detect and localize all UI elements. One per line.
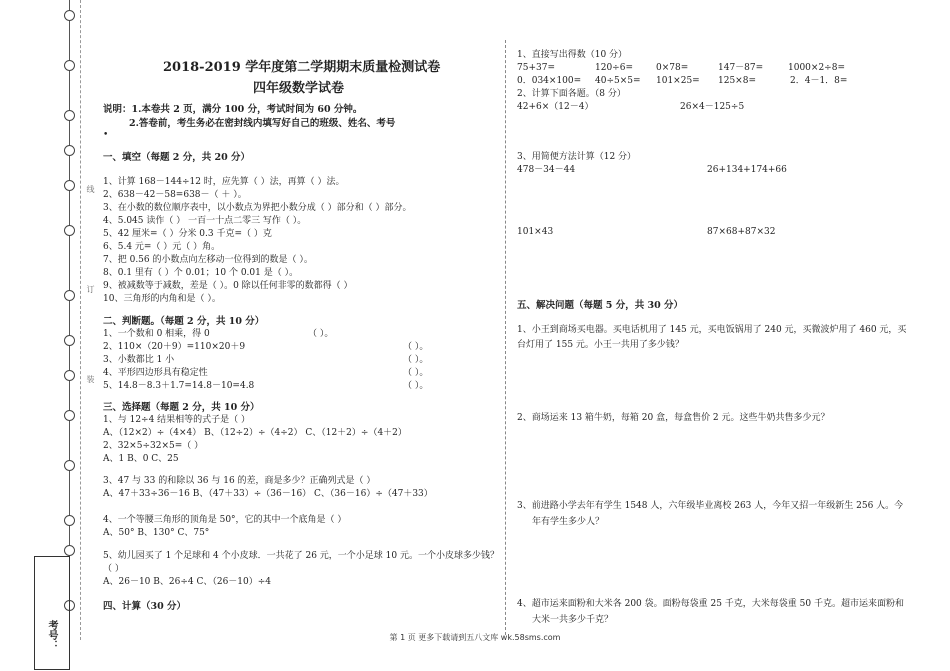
judge-answer-bracket[interactable]: （ ）。 — [403, 342, 429, 352]
binding-hole — [64, 110, 75, 121]
page-footer: 第 1 页 更多下载请到五八文库 wk.58sms.com — [389, 633, 561, 642]
word-problem: 3、前进路小学去年有学生 1548 人，六年级毕业离校 263 人，今年又招一年级新生 256 人。今 — [517, 501, 904, 511]
fill-question: 4、5.045 读作（ ） 一百一十点二零三 写作（ ）。 — [103, 216, 307, 226]
oral-calc: 101×25= — [656, 76, 700, 86]
exam-number-label: 考号： — [46, 620, 57, 650]
binding-hole — [64, 145, 75, 156]
binding-line — [69, 0, 70, 640]
word-problem: 1、小王到商场买电器。买电话机用了 145 元，买电饭锅用了 240 元，买微波炉用了 460 元，买 — [517, 325, 907, 335]
oral-calc: 125×8= — [718, 76, 756, 86]
fill-question: 9、被减数等于减数，差是（ ）。0 除以任何非零的数都得（ ） — [103, 281, 353, 291]
word-problem: 年有学生多少人？ — [532, 517, 605, 527]
choice-answer-bracket[interactable]: （ ） — [103, 564, 124, 574]
exam-subtitle: 四年级数学试卷 — [253, 81, 345, 96]
binding-hole — [64, 180, 75, 191]
section-fill-title: 一、填空（每题 2 分，共 20 分） — [103, 152, 251, 163]
judge-question: 3、小数都比 1 小 — [103, 355, 175, 365]
judge-question: 2、110×（20＋9）=110×20＋9 — [103, 342, 246, 352]
fill-question: 8、0.1 里有（ ）个 0.01；10 个 0.01 是（ ）。 — [103, 268, 299, 278]
oral-calc: 75+37= — [517, 63, 555, 73]
choice-question: 2、32×5÷32×5=（ ） — [103, 441, 204, 451]
calc-problem: 26×4－125÷5 — [680, 102, 745, 112]
judge-question: 1、一个数和 0 相乘，得 0 — [103, 329, 210, 339]
choice-question: 5、幼儿园买了 1 个足球和 4 个小皮球．一共花了 26 元，一个小足球 10 元。一个小皮球多少钱？ — [103, 551, 499, 561]
calc-part-title: 2、计算下面各题。（8 分） — [517, 89, 626, 99]
calc-problem: 478－34－44 — [517, 165, 576, 175]
binding-hole — [64, 545, 75, 556]
oral-calc: 0×78= — [656, 63, 689, 73]
calc-problem: 42+6×（12－4） — [517, 102, 594, 112]
word-problem: 台灯用了 155 元。小王一共用了多少钱？ — [517, 340, 684, 350]
word-problem: 2、商场运来 13 箱牛奶，每箱 20 盒，每盒售价 2 元。这些牛奶共售多少元？ — [517, 413, 830, 423]
binding-hole — [64, 460, 75, 471]
section-judge-title: 二、判断题。（每题 2 分，共 10 分） — [103, 316, 265, 327]
oral-calc: 1000×2÷8= — [788, 63, 845, 73]
section-choice-title: 三、选择题（每题 2 分，共 10 分） — [103, 402, 260, 413]
fill-question: 10、三角形的内角和是（ ）。 — [103, 294, 221, 304]
seal-mark: 装 — [86, 375, 95, 383]
binding-hole — [64, 410, 75, 421]
seal-mark: 线 — [86, 185, 95, 193]
judge-answer-bracket[interactable]: （ ）。 — [403, 368, 429, 378]
choice-options: A、47＋33÷36－16 B、（47＋33）÷（36－16） C、（36－16）÷（47＋33） — [103, 489, 433, 499]
choice-options: A、26－10 B、26÷4 C、（26－10）÷4 — [103, 577, 272, 587]
word-problem: 大米一共多少千克？ — [532, 615, 614, 625]
word-problem: 4、超市运来面粉和大米各 200 袋。面粉每袋重 25 千克，大米每袋重 50 千克。超市运来面粉和 — [517, 599, 904, 609]
exam-title: 2018-2019 学年度第二学期期末质量检测试卷 — [163, 60, 441, 75]
instruction-1: 说明：1.本卷共 2 页，满分 100 分，考试时间为 60 分钟。 — [103, 104, 363, 115]
choice-question: 4、一个等腰三角形的顶角是 50°，它的其中一个底角是（ ） — [103, 515, 347, 525]
seal-mark: 订 — [86, 285, 95, 293]
choice-options: A、50° B、130° C、75° — [103, 528, 210, 538]
oral-calc: 2．4－1．8= — [790, 76, 848, 86]
choice-question: 3、47 与 33 的和除以 36 与 16 的差，商是多少？正确列式是（ ） — [103, 476, 376, 486]
binding-hole — [64, 370, 75, 381]
choice-options: A、1 B、0 C、25 — [103, 454, 179, 464]
seal-line — [80, 0, 81, 640]
bullet: • — [103, 130, 109, 140]
binding-hole — [64, 225, 75, 236]
choice-options: A、（12×2）÷（4×4） B、（12÷2）÷（4÷2） C、（12＋2）÷（4＋2） — [103, 428, 407, 438]
binding-hole — [64, 515, 75, 526]
oral-calc: 0．034×100= — [517, 76, 582, 86]
judge-answer-bracket[interactable]: （ ）。 — [403, 355, 429, 365]
fill-question: 5、42 厘米=（ ）分米 0.3 千克=（ ）克 — [103, 229, 272, 239]
oral-calc: 147－87= — [718, 63, 764, 73]
binding-hole — [64, 60, 75, 71]
calc-problem: 26+134+174+66 — [707, 165, 787, 175]
judge-question: 4、平形四边形具有稳定性 — [103, 368, 208, 378]
calc-problem: 101×43 — [517, 227, 554, 237]
judge-answer-bracket[interactable]: （ ）。 — [308, 329, 334, 339]
calc-part-title: 3、用简便方法计算（12 分） — [517, 152, 637, 162]
fill-question: 2、638－42－58=638－（ ＋ ）。 — [103, 190, 247, 200]
fill-question: 7、把 0.56 的小数点向左移动一位得到的数是（ ）。 — [103, 255, 313, 265]
oral-calc: 120÷6= — [595, 63, 633, 73]
judge-answer-bracket[interactable]: （ ）。 — [403, 381, 429, 391]
binding-hole — [64, 335, 75, 346]
calc-part-title: 1、直接写出得数（10 分） — [517, 50, 628, 60]
binding-hole — [64, 290, 75, 301]
exam-number-box[interactable] — [34, 556, 70, 670]
section-word-problems-title: 五、解决问题（每题 5 分，共 30 分） — [517, 300, 684, 311]
column-divider — [505, 40, 506, 635]
fill-question: 1、计算 168－144÷12 时，应先算（ ）法，再算（ ）法。 — [103, 177, 345, 187]
judge-question: 5、14.8－8.3＋1.7=14.8－10=4.8 — [103, 381, 255, 391]
instruction-2: 2.答卷前，考生务必在密封线内填写好自己的班级、姓名、考号 — [129, 118, 396, 129]
oral-calc: 40÷5×5= — [595, 76, 641, 86]
binding-hole — [64, 10, 75, 21]
section-calc-title: 四、计算（30 分） — [103, 601, 187, 612]
choice-question: 1、与 12÷4 结果相等的式子是（ ） — [103, 415, 251, 425]
calc-problem: 87×68+87×32 — [707, 227, 776, 237]
fill-question: 3、在小数的数位顺序表中，以小数点为界把小数分成（ ）部分和（ ）部分。 — [103, 203, 412, 213]
fill-question: 6、5.4 元=（ ）元（ ）角。 — [103, 242, 221, 252]
